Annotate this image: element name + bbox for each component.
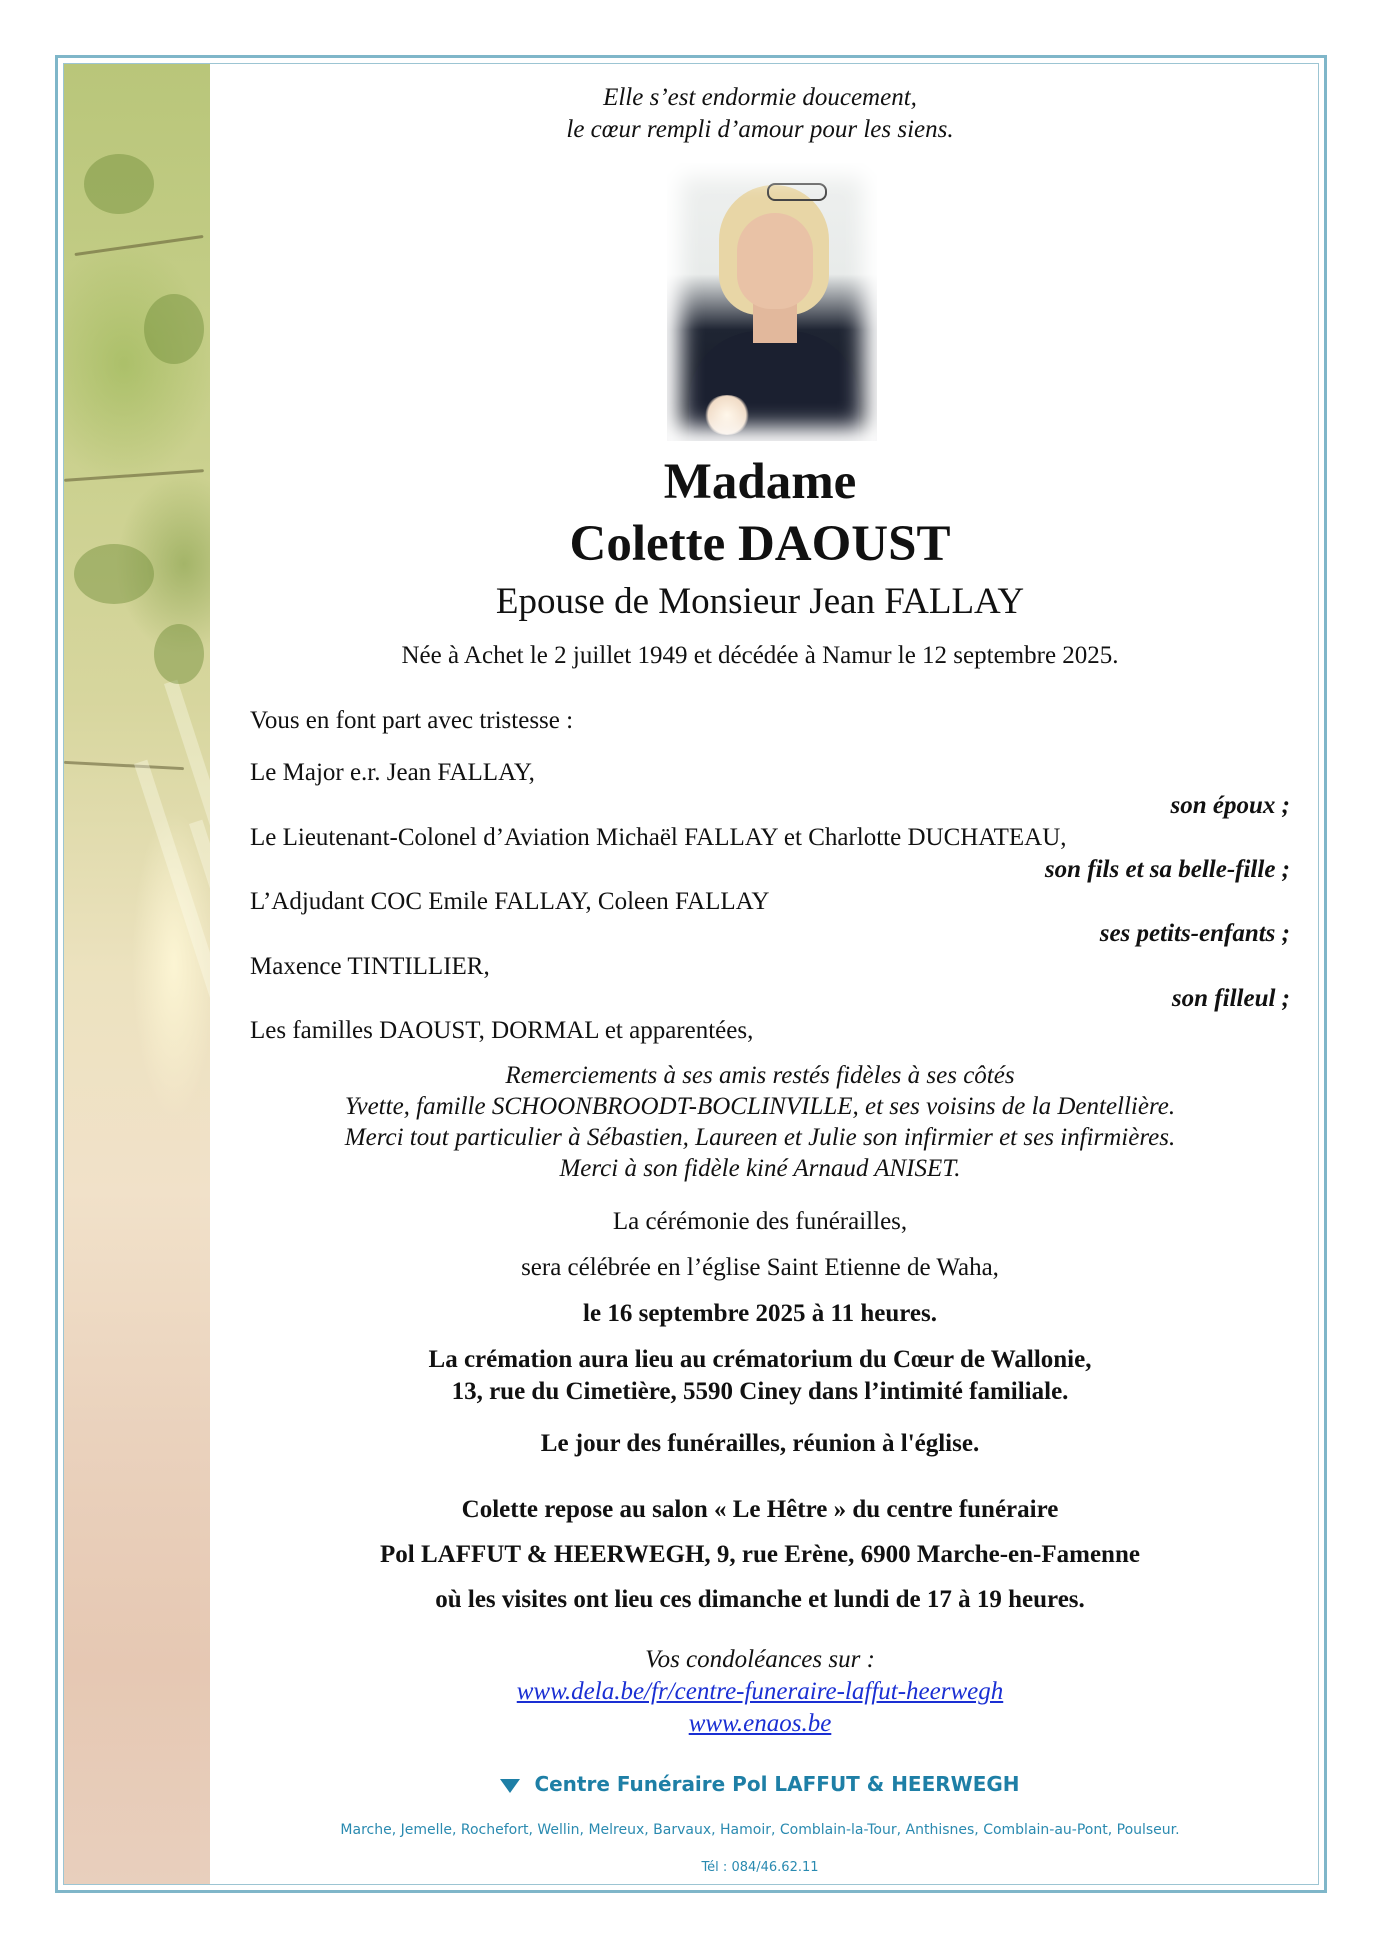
family-entry: Le Lieutenant-Colonel d’Aviation Michaël FALLAY et Charlotte DUCHATEAU, xyxy=(250,824,1067,851)
thanks-block xyxy=(230,1060,1290,1184)
cremation-line: 13, rue du Cimetière, 5590 Ciney dans l’intimité familiale. xyxy=(451,1378,1069,1405)
cremation-line: La crémation aura lieu au crématorium du Cœur de Wallonie, xyxy=(428,1346,1092,1373)
dela-link[interactable]: www.dela.be/fr/centre-funeraire-laffut-heerwegh xyxy=(516,1678,1004,1705)
thanks-line: Merci tout particulier à Sébastien, Laureen et Julie son infirmier et ses infirmières. xyxy=(344,1124,1176,1151)
family-intro: Vous en font part avec tristesse : xyxy=(250,707,574,734)
epigraph-line: Elle s’est endormie doucement, xyxy=(603,84,917,111)
family-entry: Le Major e.r. Jean FALLAY, xyxy=(250,759,535,786)
funeral-home-towns: Marche, Jemelle, Rochefort, Wellin, Melreux, Barvaux, Hamoir, Comblain-la-Tour, Anthisnes, Comblain-au-Pont, Poulseur. xyxy=(340,1822,1180,1838)
epigraph-line: le cœur rempli d’amour pour les siens. xyxy=(566,116,954,143)
birth-death-dates: Née à Achet le 2 juillet 1949 et décédée à Namur le 12 septembre 2025. xyxy=(401,642,1119,669)
meeting-line: Le jour des funérailles, réunion à l'église. xyxy=(540,1430,980,1457)
family-entry: Maxence TINTILLIER, xyxy=(250,953,490,980)
deceased-name: Colette DAOUST xyxy=(569,516,951,572)
funeral-home-title xyxy=(230,1772,1290,1796)
civility-title: Madame xyxy=(663,454,857,510)
family-role: son époux ; xyxy=(1170,792,1290,819)
thanks-line: Remerciements à ses amis restés fidèles à ses côtés xyxy=(505,1062,1015,1089)
rest-line: Pol LAFFUT & HEERWEGH, 9, rue Erène, 6900 Marche-en-Famenne xyxy=(380,1541,1140,1568)
family-role: ses petits-enfants ; xyxy=(1099,920,1290,947)
ceremony-date: le 16 septembre 2025 à 11 heures. xyxy=(583,1300,937,1327)
forest-path-decoration xyxy=(64,64,210,1884)
spouse-line: Epouse de Monsieur Jean FALLAY xyxy=(495,581,1025,622)
condolences-link-row xyxy=(230,1676,1290,1707)
rest-line: Colette repose au salon « Le Hêtre » du centre funéraire xyxy=(461,1496,1059,1523)
funeral-home-phone: Tél : 084/46.62.11 xyxy=(701,1860,819,1875)
condolences-label: Vos condoléances sur : xyxy=(645,1646,875,1673)
thanks-line: Merci à son fidèle kiné Arnaud ANISET. xyxy=(559,1155,961,1182)
family-entry: Les familles DAOUST, DORMAL et apparentées, xyxy=(250,1017,754,1044)
funeral-home-name: Centre Funéraire Pol LAFFUT & HEERWEGH xyxy=(534,1772,1020,1796)
family-role: son filleul ; xyxy=(1171,985,1290,1012)
rest-line: où les visites ont lieu ces dimanche et lundi de 17 à 19 heures. xyxy=(435,1586,1085,1613)
epigraph xyxy=(230,82,1290,146)
condolences-link-row xyxy=(230,1708,1290,1739)
enaos-link[interactable]: www.enaos.be xyxy=(688,1710,832,1737)
portrait-photo xyxy=(667,163,877,441)
ceremony-line: La cérémonie des funérailles, xyxy=(612,1208,908,1235)
family-role: son fils et sa belle-fille ; xyxy=(1044,856,1290,883)
down-triangle-icon xyxy=(500,1779,520,1793)
family-entry: L’Adjudant COC Emile FALLAY, Coleen FALLAY xyxy=(250,888,770,915)
ceremony-line: sera célébrée en l’église Saint Etienne de Waha, xyxy=(521,1254,999,1281)
thanks-line: Yvette, famille SCHOONBROODT-BOCLINVILLE, et ses voisins de la Dentellière. xyxy=(344,1093,1176,1120)
